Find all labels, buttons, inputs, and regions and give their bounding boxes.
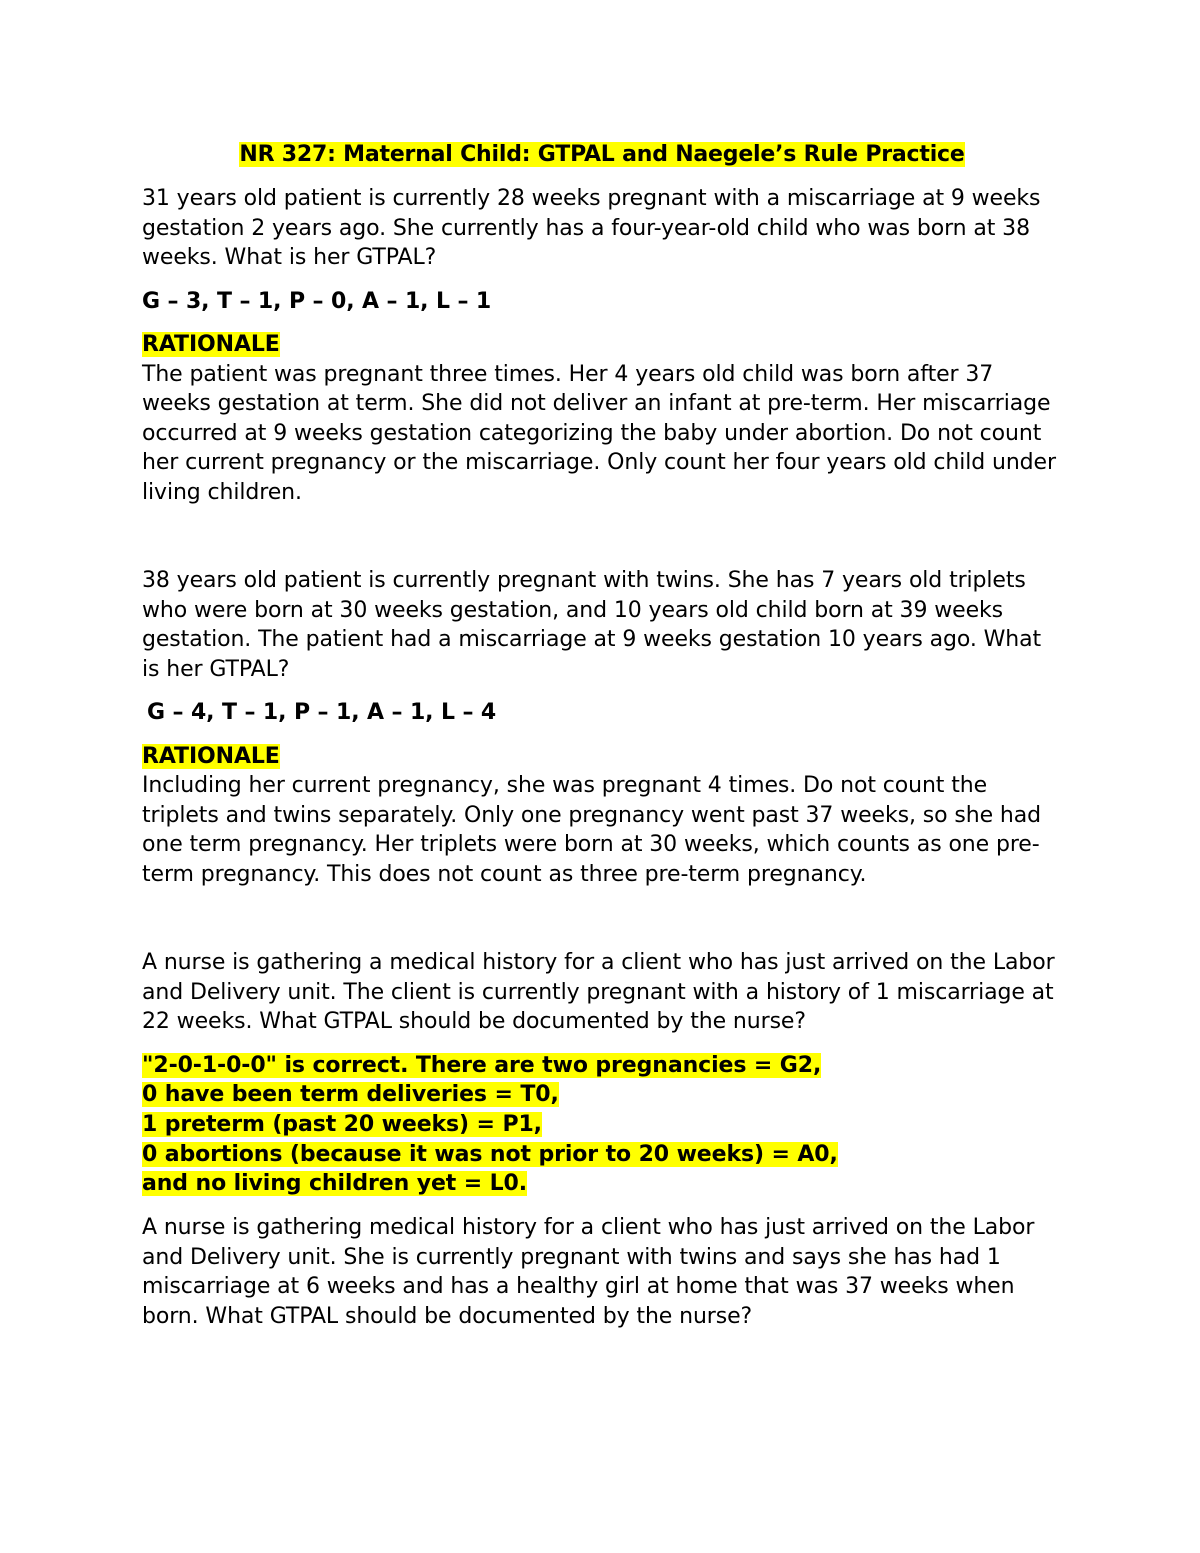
rationale-2: Including her current pregnancy, she was pregnant 4 times. Do not count the triplets and twins separately. Only one pregnancy went past 37 weeks, so she had one term pregnancy. Her triplets were born at 30 weeks, which counts as one pre-term pregnancy. This does not count as three pre-term pregnancy. <box>142 773 1042 887</box>
rationale-heading-2-text: RATIONALE <box>142 743 280 769</box>
answer-1: G – 3, T – 1, P – 0, A – 1, L – 1 <box>142 288 492 314</box>
question-2: 38 years old patient is currently pregnant with twins. She has 7 years old triplets who were born at 30 weeks gestation, and 10 years old child born at 39 weeks gestation. The patient had a miscarriage at 9 weeks gestation 10 years ago. What is her GTPAL? <box>142 568 1042 682</box>
answer-3-line-5: and no living children yet = L0. <box>142 1171 528 1197</box>
answer-3-line-3: 1 preterm (past 20 weeks) = P1, <box>142 1111 542 1137</box>
rationale-heading-2 <box>142 742 1062 772</box>
answer-3-line <box>142 1110 1062 1140</box>
rationale-1: The patient was pregnant three times. Her 4 years old child was born after 37 weeks gestation at term. She did not deliver an infant at pre-term. Her miscarriage occurred at 9 weeks gestation categorizing the baby under abortion. Do not count her current pregnancy or the miscarriage. Only count her four years old child under living children. <box>142 361 1056 505</box>
answer-3 <box>142 1051 1062 1200</box>
rationale-heading-1-text: RATIONALE <box>142 332 280 357</box>
answer-3-line-4: 0 abortions (because it was not prior to 20 weeks) = A0, <box>142 1141 838 1167</box>
answer-3-line <box>142 1140 1062 1170</box>
spacer <box>142 889 1062 948</box>
question-4: A nurse is gathering medical history for a client who has just arrived on the Labor and Delivery unit. She is currently pregnant with twins and says she has had 1 miscarriage at 6 weeks and has a healthy girl at home that was 37 weeks when born. What GTPAL should be documented by the nurse? <box>142 1215 1035 1329</box>
document-title <box>142 140 1062 170</box>
answer-3-line-2: 0 have been term deliveries = T0, <box>142 1082 559 1108</box>
rationale-heading-1 <box>142 330 1062 360</box>
question-1: 31 years old patient is currently 28 weeks pregnant with a miscarriage at 9 weeks gestation 2 years ago. She currently has a four-year-old child who was born at 38 weeks. What is her GTPAL? <box>142 186 1041 270</box>
document-page <box>142 140 1062 1345</box>
answer-3-line <box>142 1051 1062 1081</box>
answer-3-line-1: "2-0-1-0-0" is correct. There are two pregnancies = G2, <box>142 1052 822 1078</box>
answer-3-line <box>142 1169 1062 1199</box>
document-title-text: NR 327: Maternal Child: GTPAL and Naegele’s Rule Practice <box>239 142 965 167</box>
spacer <box>142 507 1062 566</box>
answer-3-line <box>142 1080 1062 1110</box>
answer-2: G – 4, T – 1, P – 1, A – 1, L – 4 <box>147 700 497 725</box>
question-3: A nurse is gathering a medical history for a client who has just arrived on the Labor and Delivery unit. The client is currently pregnant with a history of 1 miscarriage at 22 weeks. What GTPAL should be documented by the nurse? <box>142 950 1055 1034</box>
